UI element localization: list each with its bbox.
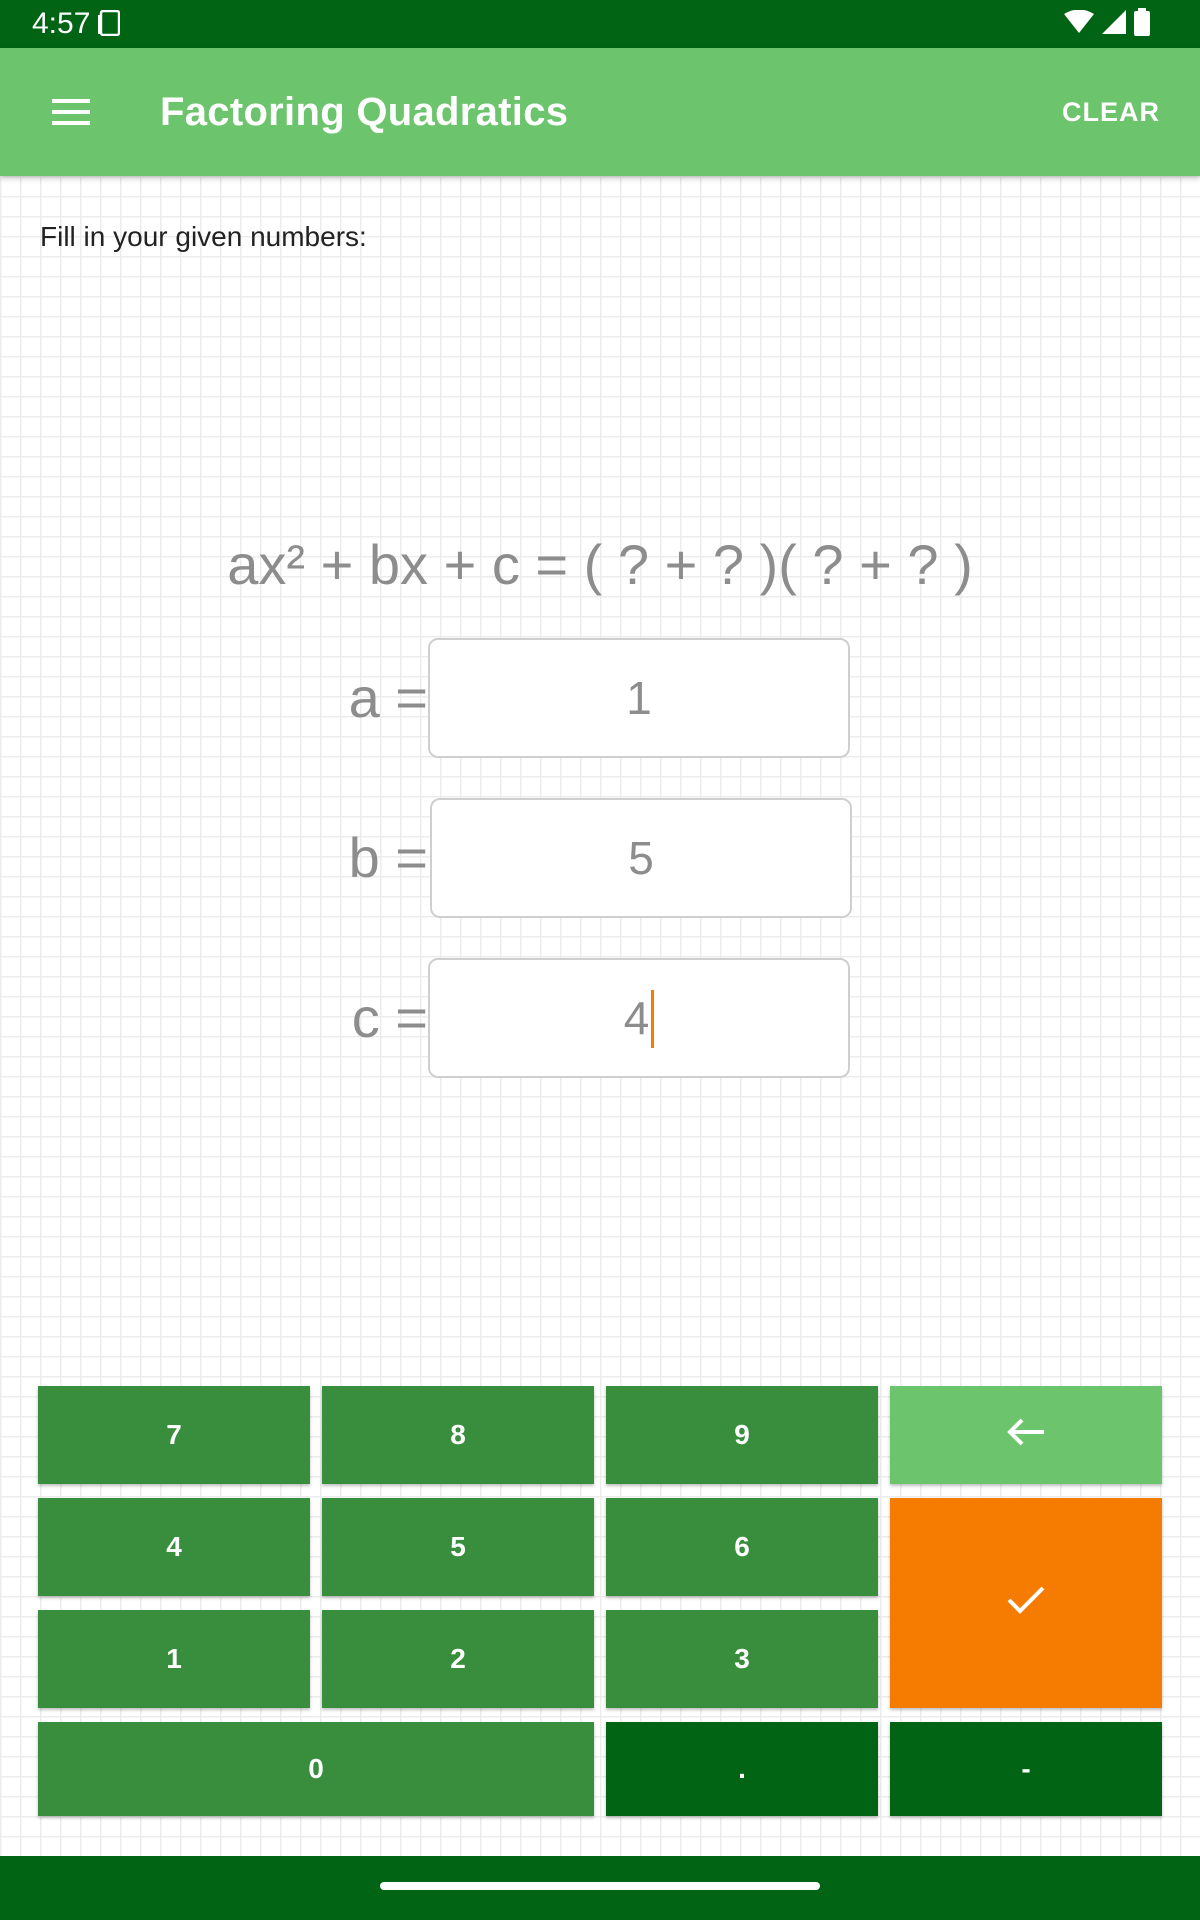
- wifi-icon: [1064, 10, 1094, 39]
- key-5[interactable]: 5: [322, 1498, 594, 1596]
- status-icons: [1064, 10, 1150, 38]
- key-0[interactable]: 0: [38, 1722, 594, 1816]
- key-4[interactable]: 4: [38, 1498, 310, 1596]
- coefficient-b-input[interactable]: [430, 798, 852, 918]
- enter-button[interactable]: [890, 1498, 1162, 1708]
- main-content: [0, 176, 1200, 1856]
- status-time: 4:57: [32, 7, 91, 40]
- home-gesture-handle[interactable]: [380, 1882, 820, 1890]
- key-6[interactable]: 6: [606, 1498, 878, 1596]
- status-bar: [0, 0, 1200, 48]
- checkmark-icon: [1006, 1585, 1046, 1622]
- key-8[interactable]: 8: [322, 1386, 594, 1484]
- key-3[interactable]: 3: [606, 1610, 878, 1708]
- navigation-bar: [0, 1856, 1200, 1920]
- hamburger-menu-icon[interactable]: [46, 88, 98, 136]
- text-cursor: [651, 990, 654, 1048]
- key-7[interactable]: 7: [38, 1386, 310, 1484]
- instruction-text: Fill in your given numbers:: [40, 221, 367, 252]
- coefficient-a-input[interactable]: [428, 638, 850, 758]
- coefficient-c-input[interactable]: [428, 958, 850, 1078]
- key-2[interactable]: 2: [322, 1610, 594, 1708]
- coefficient-a-value: 1: [626, 672, 652, 724]
- app-bar: [0, 48, 1200, 176]
- coefficient-row-b: [0, 798, 1200, 918]
- battery-icon: [1134, 8, 1150, 41]
- coefficient-label-b: b =: [348, 826, 428, 889]
- clear-button[interactable]: CLEAR: [1062, 97, 1160, 127]
- cell-signal-icon: [1102, 10, 1126, 39]
- key-1[interactable]: 1: [38, 1610, 310, 1708]
- coefficient-b-value: 5: [628, 832, 654, 884]
- key-decimal-point[interactable]: .: [606, 1722, 878, 1816]
- coefficient-row-c: [0, 958, 1200, 1078]
- sim-card-icon: [98, 10, 120, 36]
- quadratic-formula: ax² + bx + c = ( ? + ? )( ? + ? ): [227, 533, 973, 596]
- coefficient-label-c: c =: [351, 986, 428, 1049]
- coefficient-c-value: 4: [623, 992, 650, 1044]
- backspace-button[interactable]: [890, 1386, 1162, 1484]
- arrow-left-icon: [1006, 1417, 1046, 1454]
- key-minus[interactable]: -: [890, 1722, 1162, 1816]
- key-9[interactable]: 9: [606, 1386, 878, 1484]
- coefficient-row-a: [0, 638, 1200, 758]
- page-title: Factoring Quadratics: [160, 90, 569, 134]
- coefficient-label-a: a =: [348, 666, 428, 729]
